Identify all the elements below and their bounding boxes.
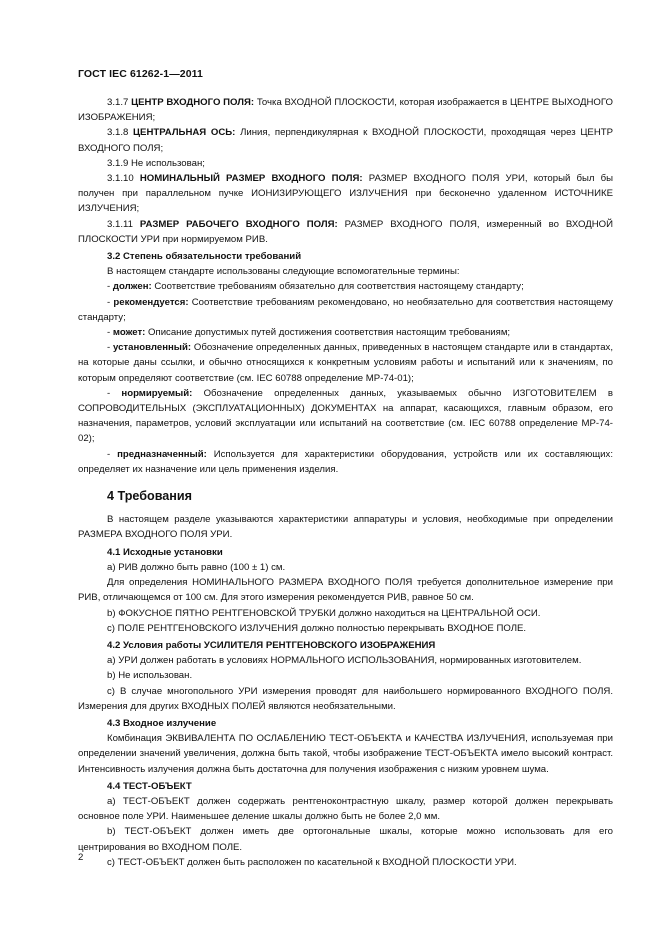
paragraph <box>78 731 613 777</box>
text-run: - <box>107 448 118 460</box>
paragraph <box>78 264 613 279</box>
text-run: Точка ВХОДНОЙ ПЛОСКОСТИ, которая изображается в ЦЕНТРЕ ВЫХОДНОГО ИЗОБРАЖЕНИЯ; <box>78 97 613 124</box>
text-run: - <box>107 327 113 339</box>
subsection-heading: 4.1 Исходные установки <box>107 546 223 558</box>
subsection-heading: 3.2 Степень обязательности требований <box>107 251 302 263</box>
paragraph <box>78 386 613 447</box>
term: рекомендуется: <box>113 296 189 308</box>
paragraph <box>78 560 613 575</box>
paragraph <box>78 125 613 155</box>
page-header: ГОСТ IEC 61262-1—2011 <box>78 68 203 80</box>
paragraph <box>78 575 613 605</box>
text-run: - <box>107 342 113 354</box>
paragraph <box>78 156 613 171</box>
paragraph <box>78 217 613 247</box>
paragraph <box>78 855 613 870</box>
paragraph <box>78 95 613 125</box>
term: предназначенный: <box>117 448 207 460</box>
document-body <box>78 95 613 870</box>
text-run: Обозначение определенных данных, указываемых обычно ИЗГОТОВИТЕЛЕМ в СОПРОВОДИТЕЛЬНЫХ (ЭКСПЛУАТАЦИОННЫХ) ДОКУМЕНТАХ на аппарат, касающихся, главным образом, его назначения, параметров, условий эксплуатации или испытаний на соответствие (см. IEC 60788 определение MP-74-02); <box>78 387 613 445</box>
paragraph <box>78 295 613 325</box>
text-run: Комбинация ЭКВИВАЛЕНТА ПО ОСЛАБЛЕНИЮ ТЕСТ-ОБЪЕКТА и КАЧЕСТВА ИЗЛУЧЕНИЯ, используемая при определении значений увеличения, должна быть такой, чтобы изображение ТЕСТ-ОБЪЕКТА имело высокий контраст. Интенсивность излучения должна быть достаточна для получения изображения с низким уровнем шума. <box>78 733 613 775</box>
paragraph <box>78 325 613 340</box>
text-run: a) РИВ должно быть равно (100 ± 1) см. <box>107 561 286 573</box>
text-run: b) ФОКУСНОЕ ПЯТНО РЕНТГЕНОВСКОЙ ТРУБКИ должно находиться на ЦЕНТРАЛЬНОЙ ОСИ. <box>107 607 541 619</box>
text-run: c) ПОЛЕ РЕНТГЕНОВСКОГО ИЗЛУЧЕНИЯ должно полностью перекрывать ВХОДНОЕ ПОЛЕ. <box>107 622 527 634</box>
text-run: Линия, перпендикулярная к ВХОДНОЙ ПЛОСКОСТИ, проходящая через ЦЕНТР ВХОДНОГО ПОЛЯ; <box>78 127 614 154</box>
term: нормируемый: <box>121 387 193 399</box>
paragraph <box>78 621 613 636</box>
term: НОМИНАЛЬНЫЙ РАЗМЕР ВХОДНОГО ПОЛЯ: <box>139 173 363 185</box>
text-run: b) ТЕСТ-ОБЪЕКТ должен иметь две ортогональные шкалы, которые можно использовать для его центрирования во ВХОДНОМ ПОЛЕ. <box>78 826 613 853</box>
text-run: В настоящем стандарте использованы следующие вспомогательные термины: <box>107 266 460 278</box>
subsection-heading: 4.3 Входное излучение <box>107 717 217 729</box>
term: РАЗМЕР РАБОЧЕГО ВХОДНОГО ПОЛЯ: <box>139 218 338 230</box>
text-run: 3.1.11 <box>107 218 140 230</box>
page-number: 2 <box>78 852 84 863</box>
paragraph <box>78 824 613 854</box>
term: ЦЕНТРАЛЬНАЯ ОСЬ: <box>133 127 236 139</box>
text-run: - <box>107 296 114 308</box>
paragraph <box>78 171 613 217</box>
text-run: 3.1.7 <box>107 97 132 108</box>
subsection-heading: 4.2 Условия работы УСИЛИТЕЛЯ РЕНТГЕНОВСКОГО ИЗОБРАЖЕНИЯ <box>107 639 436 651</box>
paragraph <box>78 794 613 824</box>
text-run: - <box>107 281 113 293</box>
text-run: 3.1.9 Не использован; <box>107 157 205 169</box>
text-run: c) ТЕСТ-ОБЪЕКТ должен быть расположен по касательной к ВХОДНОЙ ПЛОСКОСТИ УРИ. <box>107 856 517 868</box>
paragraph <box>78 668 613 683</box>
subsection-heading: 4.4 ТЕСТ-ОБЪЕКТ <box>107 780 192 792</box>
paragraph <box>78 684 613 714</box>
text-run: Описание допустимых путей достижения соответствия настоящим требованиям; <box>148 327 511 339</box>
text-run: Для определения НОМИНАЛЬНОГО РАЗМЕРА ВХОДНОГО ПОЛЯ требуется дополнительное измерение при РИВ, отличающемся от 100 см. Для этого измерения рекомендуется РИВ, равное 50 см. <box>78 577 613 604</box>
term: установленный: <box>113 342 192 354</box>
text-run: - <box>107 387 122 399</box>
text-run: Соответствие требованиям рекомендовано, но необязательно для соответствия настоящему стандарту; <box>78 296 613 323</box>
text-run: Соответствие требованиям обязательно для соответствия настоящему стандарту; <box>154 281 524 293</box>
term: ЦЕНТР ВХОДНОГО ПОЛЯ: <box>131 97 255 108</box>
text-run: 3.1.10 <box>107 173 140 185</box>
text-run: b) Не использован. <box>107 670 193 682</box>
text-run: a) УРИ должен работать в условиях НОРМАЛЬНОГО ИСПОЛЬЗОВАНИЯ, нормированных изготовителем. <box>107 655 582 667</box>
paragraph <box>78 653 613 668</box>
term: должен: <box>112 281 152 293</box>
section-heading: 4 Требования <box>107 489 192 504</box>
paragraph <box>78 279 613 294</box>
paragraph <box>78 340 613 386</box>
term: может: <box>112 327 146 339</box>
text-run: РАЗМЕР ВХОДНОГО ПОЛЯ, измеренный во ВХОДНОЙ ПЛОСКОСТИ УРИ при нормируемом РИВ. <box>78 218 613 245</box>
paragraph <box>78 512 613 542</box>
text-run: РАЗМЕР ВХОДНОГО ПОЛЯ УРИ, который был бы получен при параллельном пучке ИОНИЗИРУЮЩЕГО ИЗЛУЧЕНИЯ при бесконечно удаленном ИСТОЧНИКЕ ИЗЛУЧЕНИЯ; <box>78 173 613 215</box>
text-run: Обозначение определенных данных, приведенных в настоящем стандарте или в стандартах, на которые даны ссылки, и обычно относящихся к конкретным условиям работы и испытаний или к значениям, по которым определяют соответствие (см. IEC 60788 определение MP-74-01); <box>78 342 613 384</box>
text-run: В настоящем разделе указываются характеристики аппаратуры и условия, необходимые при определении РАЗМЕРА ВХОДНОГО ПОЛЯ УРИ. <box>78 514 613 541</box>
text-run: 3.1.8 <box>107 127 134 139</box>
text-run: a) ТЕСТ-ОБЪЕКТ должен содержать рентгеноконтрастную шкалу, размер которой должен перекрывать основное поле УРИ. Наименьшее деление шкалы должно быть не более 2,0 мм. <box>78 795 613 823</box>
paragraph <box>78 447 613 477</box>
text-run: c) В случае многопольного УРИ измерения проводят для наибольшего нормированного ВХОДНОГО ПОЛЯ. Измерения для других ВХОДНЫХ ПОЛЕЙ являются необязательными. <box>78 685 613 712</box>
text-run: Используется для характеристики оборудования, устройств или их составляющих: определяет их назначение или цель применения изделия. <box>78 448 613 475</box>
paragraph <box>78 606 613 621</box>
